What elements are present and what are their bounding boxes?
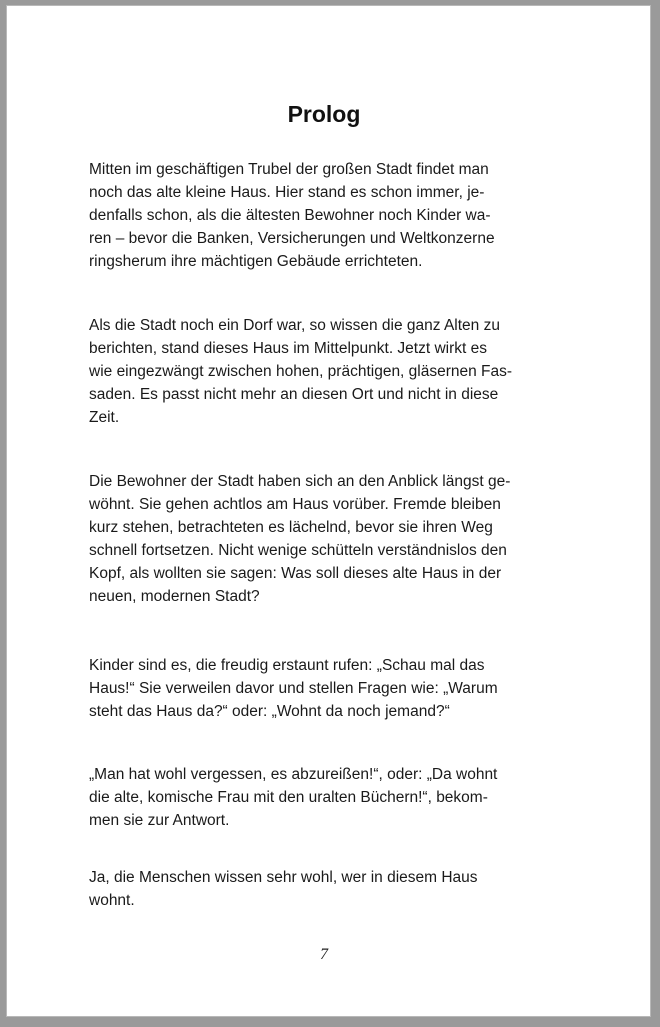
text-line: Kopf, als wollten sie sagen: Was soll dieses alte Haus in der — [89, 565, 502, 582]
text-line: schnell fortsetzen. Nicht wenige schütteln verständnislos den — [89, 542, 507, 559]
text-line: die alte, komische Frau mit den uralten Büchern!“, bekom- — [89, 789, 488, 806]
text-line: noch das alte kleine Haus. Hier stand es schon immer, je- — [89, 184, 485, 201]
text-line: men sie zur Antwort. — [89, 812, 230, 829]
chapter-title: Prolog — [287, 101, 361, 127]
text-line: Als die Stadt noch ein Dorf war, so wissen die ganz Alten zu — [89, 317, 500, 334]
paragraph-1 — [89, 158, 571, 273]
paragraph-2 — [89, 314, 571, 429]
text-line: „Man hat wohl vergessen, es abzureißen!“, oder: „Da wohnt — [89, 766, 498, 783]
text-line: berichten, stand dieses Haus im Mittelpunkt. Jetzt wirkt es — [89, 340, 487, 357]
paragraph-6 — [89, 866, 571, 912]
text-line: neuen, modernen Stadt? — [89, 588, 260, 605]
text-line: wie eingezwängt zwischen hohen, prächtigen, gläsernen Fas- — [89, 363, 513, 380]
paragraph-4 — [89, 654, 571, 723]
text-line: Die Bewohner der Stadt haben sich an den Anblick längst ge- — [89, 473, 511, 490]
text-line: Mitten im geschäftigen Trubel der großen Stadt findet man — [89, 161, 489, 178]
text-line: kurz stehen, betrachteten es lächelnd, bevor sie ihren Weg — [89, 519, 493, 536]
text-line: saden. Es passt nicht mehr an diesen Ort und nicht in diese — [89, 386, 499, 403]
text-line: ringsherum ihre mächtigen Gebäude errichteten. — [89, 253, 423, 270]
text-line: Zeit. — [89, 409, 120, 426]
text-line: Ja, die Menschen wissen sehr wohl, wer in diesem Haus — [89, 869, 478, 886]
page-number: 7 — [320, 946, 328, 963]
paragraph-5 — [89, 763, 571, 832]
text-line: wohnt. — [89, 892, 135, 909]
text-line: Haus!“ Sie verweilen davor und stellen Fragen wie: „Warum — [89, 680, 498, 697]
paragraph-3 — [89, 470, 571, 608]
text-line: denfalls schon, als die ältesten Bewohner noch Kinder wa- — [89, 207, 491, 224]
text-line: wöhnt. Sie gehen achtlos am Haus vorüber. Fremde bleiben — [89, 496, 501, 513]
text-line: steht das Haus da?“ oder: „Wohnt da noch jemand?“ — [89, 703, 450, 720]
text-line: Kinder sind es, die freudig erstaunt rufen: „Schau mal das — [89, 657, 485, 674]
text-line: ren – bevor die Banken, Versicherungen und Weltkonzerne — [89, 230, 495, 247]
